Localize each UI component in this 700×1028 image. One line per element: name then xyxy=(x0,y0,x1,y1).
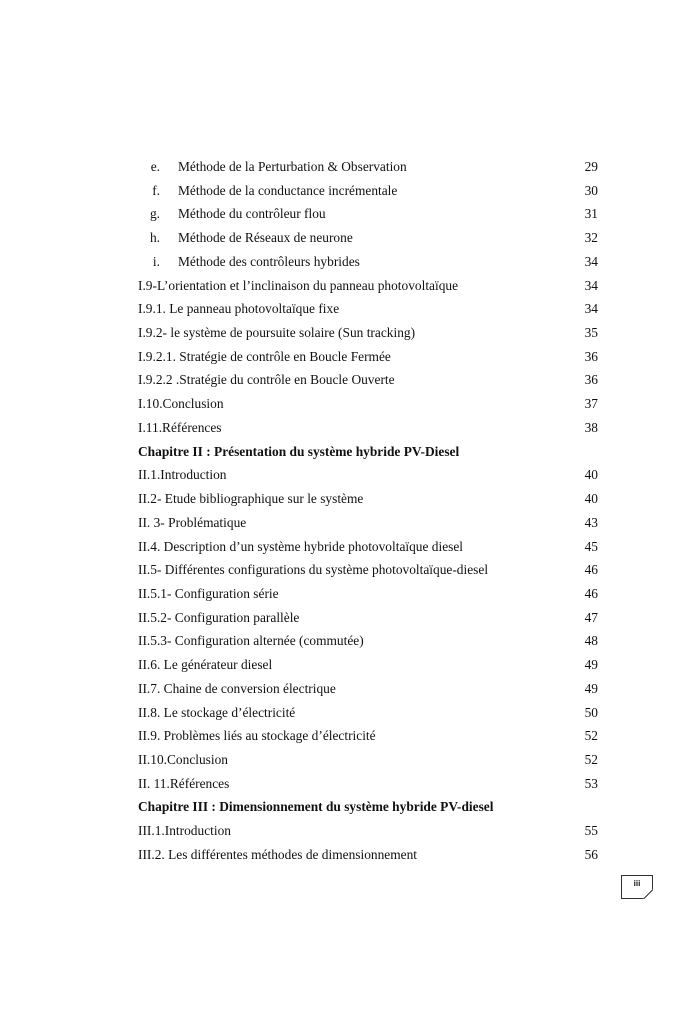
toc-entry-page: 34 xyxy=(584,301,598,317)
toc-chapter-heading xyxy=(0,440,700,464)
toc-entry xyxy=(0,748,700,772)
toc-entry-page: 50 xyxy=(584,704,598,720)
page-number: iii xyxy=(633,879,641,888)
toc-entry-title: II.5.3- Configuration alternée (commutée) xyxy=(138,633,364,649)
toc-entry xyxy=(0,463,700,487)
toc-entry-page: 52 xyxy=(584,728,598,744)
toc-entry xyxy=(0,629,700,653)
toc-entry-title: I.9.2.2 .Stratégie du contrôle en Boucle Ouverte xyxy=(138,372,395,388)
toc-entry xyxy=(0,155,700,179)
toc-entry xyxy=(0,202,700,226)
toc-entry xyxy=(0,392,700,416)
toc-entry xyxy=(0,274,700,298)
toc-entry-title: II. 11.Références xyxy=(138,775,230,791)
toc-entry-page: 56 xyxy=(584,846,598,862)
toc-entry-page: 46 xyxy=(584,562,598,578)
toc-entry-page: 32 xyxy=(584,230,598,246)
toc-entry-page: 35 xyxy=(584,325,598,341)
toc-entry-marker: e. xyxy=(150,159,160,174)
toc-entry-title: II.7. Chaine de conversion électrique xyxy=(138,680,336,696)
toc-entry-title: II.2- Etude bibliographique sur le système xyxy=(138,491,364,507)
toc-entry xyxy=(0,772,700,796)
toc-entry xyxy=(0,297,700,321)
toc-entry-page: 49 xyxy=(584,657,598,673)
toc-entry-title: III.1.Introduction xyxy=(138,823,231,839)
toc-entry-title: II.5- Différentes configurations du système photovoltaïque-diesel xyxy=(138,562,489,578)
toc-entry-title: Méthode de Réseaux de neurone xyxy=(178,230,353,246)
toc-entry-page: 53 xyxy=(584,775,598,791)
toc-entry xyxy=(0,179,700,203)
toc-entry-title: II.5.1- Configuration série xyxy=(138,585,279,601)
toc-entry xyxy=(0,606,700,630)
toc-entry xyxy=(0,819,700,843)
toc-entry-page: 36 xyxy=(584,372,598,388)
toc-entry-marker: f. xyxy=(152,182,160,198)
toc-entry-page: 48 xyxy=(584,633,598,649)
toc-entry-title: III.2. Les différentes méthodes de dimensionnement xyxy=(138,846,418,862)
toc-entry-title: II.6. Le générateur diesel xyxy=(138,657,273,673)
toc-entry-title: Méthode du contrôleur flou xyxy=(178,206,326,222)
toc-entry xyxy=(0,843,700,867)
toc-entry-title: II.1.Introduction xyxy=(138,467,227,483)
toc-entry-title: I.10.Conclusion xyxy=(138,396,224,412)
toc-entry-marker: h. xyxy=(149,230,160,246)
toc-entry xyxy=(0,321,700,345)
toc-entry-page: 55 xyxy=(584,823,598,839)
toc-entry-page: 34 xyxy=(584,277,598,293)
toc-entry-page: 46 xyxy=(584,585,598,601)
toc-entry-title: I.9.2- le système de poursuite solaire (Sun tracking) xyxy=(138,325,416,341)
toc-entry-page: 30 xyxy=(584,182,598,198)
toc-entry xyxy=(0,653,700,677)
toc-entry xyxy=(0,558,700,582)
toc-entry-title: II.10.Conclusion xyxy=(138,751,229,767)
toc-entry-page: 29 xyxy=(584,159,598,174)
toc-entry xyxy=(0,677,700,701)
toc-entry-page: 31 xyxy=(584,206,598,222)
toc-entry-title: I.9.2.1. Stratégie de contrôle en Boucle Fermée xyxy=(138,348,391,364)
toc-entry xyxy=(0,582,700,606)
toc-entry-title: Chapitre III : Dimensionnement du système hybride PV-diesel xyxy=(138,799,494,815)
toc-entry-title: II.9. Problèmes liés au stockage d’électricité xyxy=(138,728,376,744)
toc-entry-title: Méthode de la Perturbation & Observation xyxy=(178,159,407,174)
toc-entry xyxy=(0,724,700,748)
toc-entry-page: 45 xyxy=(584,538,598,554)
toc-entry xyxy=(0,487,700,511)
toc-entry-page: 40 xyxy=(584,467,598,483)
toc-entry-page: 37 xyxy=(584,396,598,412)
toc-entry-title: II. 3- Problématique xyxy=(138,514,247,530)
toc-entry-page: 38 xyxy=(584,419,598,435)
toc-entry xyxy=(0,535,700,559)
toc-entry-title: I.9-L’orientation et l’inclinaison du panneau photovoltaïque xyxy=(138,277,459,293)
toc-entry-title: I.9.1. Le panneau photovoltaïque fixe xyxy=(138,301,340,317)
toc-entry-page: 40 xyxy=(584,491,598,507)
toc-entry-title: II.4. Description d’un système hybride photovoltaïque diesel xyxy=(138,538,464,554)
toc-entry xyxy=(0,250,700,274)
page-number-box xyxy=(621,875,653,899)
toc-entry-title: Méthode des contrôleurs hybrides xyxy=(178,253,360,269)
toc-entry-page: 52 xyxy=(584,751,598,767)
toc-entry-page: 34 xyxy=(584,253,598,269)
toc-entry-title: Méthode de la conductance incrémentale xyxy=(178,182,398,198)
table-of-contents xyxy=(0,155,700,867)
toc-entry-title: Chapitre II : Présentation du système hybride PV-Diesel xyxy=(138,443,460,459)
page-fold-corner xyxy=(643,889,653,899)
toc-entry xyxy=(0,701,700,725)
toc-entry xyxy=(0,345,700,369)
toc-entry-title: II.8. Le stockage d’électricité xyxy=(138,704,296,720)
toc-entry-marker: i. xyxy=(152,253,160,269)
toc-entry-page: 49 xyxy=(584,680,598,696)
toc-entry xyxy=(0,226,700,250)
toc-entry-marker: g. xyxy=(149,206,160,222)
toc-entry xyxy=(0,368,700,392)
toc-entry-page: 36 xyxy=(584,348,598,364)
toc-chapter-heading xyxy=(0,795,700,819)
toc-entry xyxy=(0,511,700,535)
toc-entry xyxy=(0,416,700,440)
toc-entry-page: 43 xyxy=(584,514,598,530)
toc-entry-page: 47 xyxy=(584,609,598,625)
toc-entry-title: I.11.Références xyxy=(138,419,222,435)
toc-entry-title: II.5.2- Configuration parallèle xyxy=(138,609,300,625)
